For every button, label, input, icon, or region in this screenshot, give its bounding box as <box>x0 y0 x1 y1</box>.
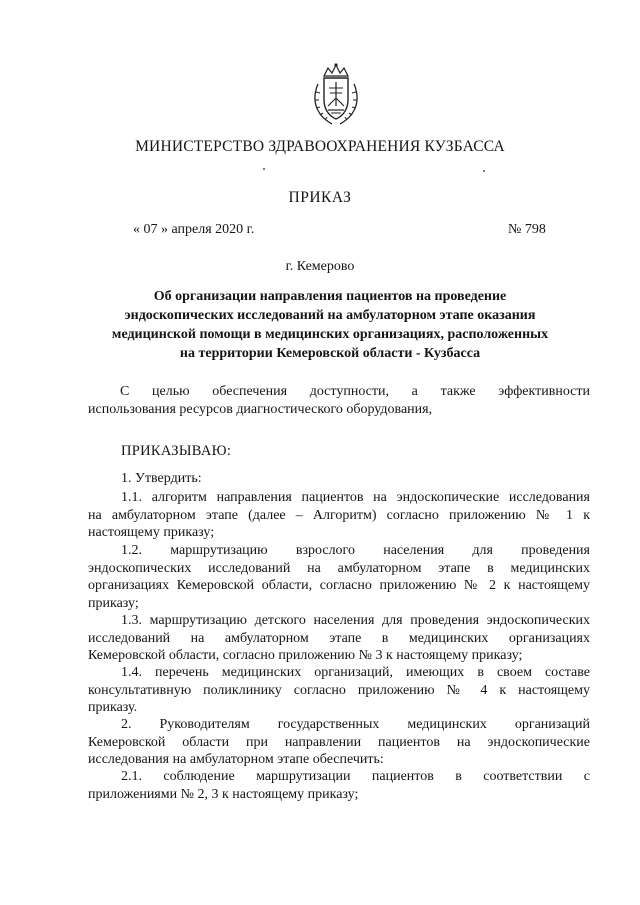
item-line: приказу; <box>88 595 139 611</box>
item-line: Кемеровской области при направлении пациентов на эндоскопические <box>88 734 590 750</box>
item-line: организациях Кемеровской области, согласно приложению № 2 к настоящему <box>88 578 590 593</box>
item-line: исследований на амбулаторном этапе в медицинских организациях <box>88 630 590 646</box>
order-word: ПРИКАЗЫВАЮ: <box>121 443 232 459</box>
item-line: приложениями № 2, 3 к настоящему приказу; <box>88 786 359 802</box>
order-item <box>88 716 590 769</box>
order-item <box>88 542 590 612</box>
order-item <box>88 612 590 665</box>
order-number: № 798 <box>508 222 546 237</box>
item-line: 1.4. перечень медицинских организаций, имеющих в своем составе <box>121 665 590 680</box>
order-date: « 07 » апреля 2020 г. <box>133 222 255 237</box>
item-line: на амбулаторном этапе (далее – Алгоритм) согласно приложению № 1 к <box>88 507 590 523</box>
coat-of-arms-emblem <box>310 62 362 128</box>
item-line: 2. Руководителям государственных медицинских организаций <box>121 717 590 732</box>
item-line: консультативную поликлинику согласно приложению № 4 к настоящему <box>88 682 590 698</box>
order-item <box>88 489 590 542</box>
preamble <box>88 383 590 418</box>
city: г. Кемерово <box>285 259 355 274</box>
subject-line: на территории Кемеровской области - Кузбасса <box>179 346 481 361</box>
item-line: 1.3. маршрутизацию детского населения для проведения эндоскопических <box>121 613 590 628</box>
item-line: 1.2. маршрутизацию взрослого населения для проведения <box>121 543 590 558</box>
item-line: исследования на амбулаторном этапе обеспечить: <box>88 752 384 767</box>
order-item <box>88 664 590 717</box>
subject-line: Об организации направления пациентов на проведение <box>153 289 507 304</box>
item-line: 2.1. соблюдение маршрутизации пациентов в соответствии с <box>121 769 590 784</box>
item-line: настоящему приказу; <box>88 525 215 540</box>
preamble-line: С целью обеспечения доступности, а также эффективности <box>120 384 590 399</box>
item-line: 1. Утвердить: <box>121 471 202 486</box>
scan-speck <box>483 170 485 172</box>
subject-line: медицинской помощи в медицинских организациях, расположенных <box>111 327 549 342</box>
subject-line: эндоскопических исследований на амбулаторном этапе оказания <box>124 308 536 323</box>
ministry-name: МИНИСТЕРСТВО ЗДРАВООХРАНЕНИЯ КУЗБАССА <box>135 138 505 155</box>
order-subject <box>100 287 560 363</box>
item-line: Кемеровской области, согласно приложению № 3 к настоящему приказу; <box>88 648 523 663</box>
order-item <box>88 470 590 488</box>
scan-speck <box>263 168 265 170</box>
preamble-line: использования ресурсов диагностического оборудования, <box>88 401 433 417</box>
order-item <box>88 768 590 803</box>
document-type: ПРИКАЗ <box>288 189 352 206</box>
item-line: эндоскопических исследований на амбулаторном этапе в медицинских <box>88 560 590 576</box>
item-line: приказу. <box>88 700 138 715</box>
item-line: 1.1. алгоритм направления пациентов на эндоскопические исследования <box>121 490 590 505</box>
